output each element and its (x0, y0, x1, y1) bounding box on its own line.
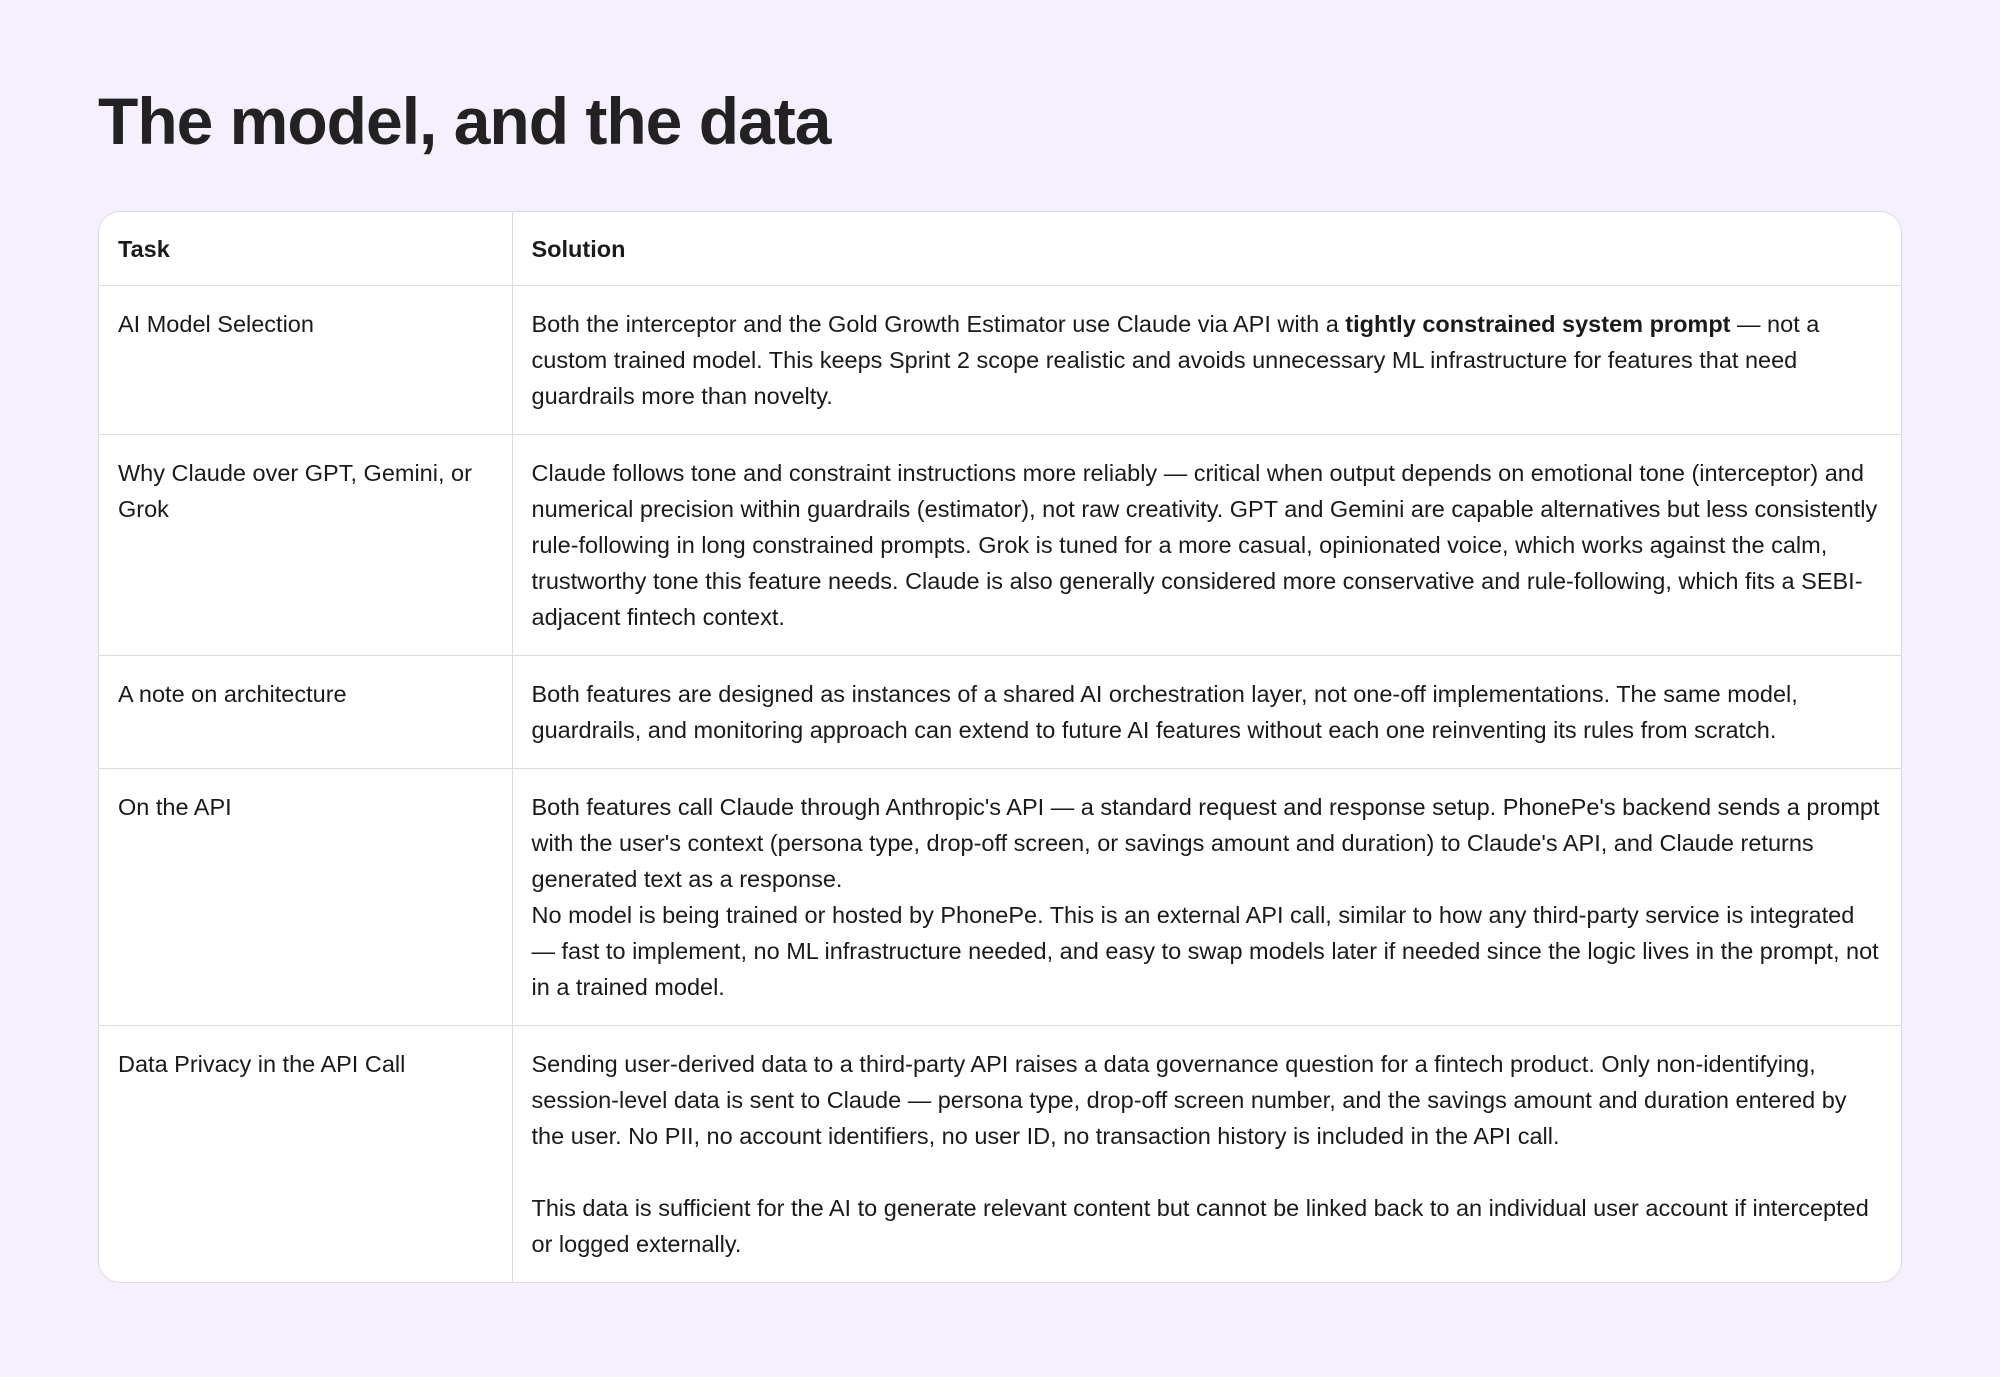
solution-paragraph: Both features call Claude through Anthropic's API — a standard request and response setup. PhonePe's backend sends a prompt with the user's context (persona type, drop-off screen, or savings amount and duration) to Claude's API, and Claude returns generated text as a response. (531, 794, 1880, 892)
table-row (99, 769, 1901, 1026)
table-row (99, 286, 1901, 435)
table (99, 212, 1901, 1282)
solution-paragraph: This data is sufficient for the AI to generate relevant content but cannot be linked back to an individual user account if intercepted or logged externally. (531, 1195, 1869, 1257)
table-row (99, 1026, 1901, 1283)
model-data-table (98, 211, 1902, 1283)
task-cell: AI Model Selection (99, 286, 512, 435)
solution-emphasis: tightly constrained system prompt (1345, 311, 1731, 337)
header-solution: Solution (512, 212, 1901, 286)
task-cell: On the API (99, 769, 512, 1026)
solution-text: — not a custom trained model. This keeps Sprint 2 scope realistic and avoids unnecessary ML infrastructure for features that need guardrails more than novelty. (531, 311, 1820, 409)
task-cell: A note on architecture (99, 656, 512, 769)
solution-paragraph: Sending user-derived data to a third-party API raises a data governance question for a fintech product. Only non-identifying, session-level data is sent to Claude — persona type, drop-off screen number, and the savings amount and duration entered by the user. No PII, no account identifiers, no user ID, no transaction history is included in the API call. (531, 1051, 1847, 1149)
solution-paragraph: No model is being trained or hosted by PhonePe. This is an external API call, similar to how any third-party service is integrated — fast to implement, no ML infrastructure needed, and easy to swap models later if needed since the logic lives in the prompt, not in a trained model. (531, 902, 1879, 1000)
solution-cell (512, 1026, 1901, 1283)
page (98, 0, 1902, 1257)
solution-cell (512, 286, 1901, 435)
table-row (99, 435, 1901, 656)
table-row (99, 656, 1901, 769)
page-title: The model, and the data (98, 84, 831, 158)
solution-text: Both the interceptor and the Gold Growth Estimator use Claude via API with a (531, 311, 1346, 337)
solution-cell: Both features are designed as instances of a shared AI orchestration layer, not one-off implementations. The same model, guardrails, and monitoring approach can extend to future AI features without each one reinventing its rules from scratch. (512, 656, 1901, 769)
task-cell: Why Claude over GPT, Gemini, or Grok (99, 435, 512, 656)
task-cell: Data Privacy in the API Call (99, 1026, 512, 1283)
solution-cell (512, 769, 1901, 1026)
solution-cell: Claude follows tone and constraint instructions more reliably — critical when output depends on emotional tone (interceptor) and numerical precision within guardrails (estimator), not raw creativity. GPT and Gemini are capable alternatives but less consistently rule-following in long constrained prompts. Grok is tuned for a more casual, opinionated voice, which works against the calm, trustworthy tone this feature needs. Claude is also generally considered more conservative and rule-following, which fits a SEBI-adjacent fintech context. (512, 435, 1901, 656)
table-header-row (99, 212, 1901, 286)
header-task: Task (99, 212, 512, 286)
